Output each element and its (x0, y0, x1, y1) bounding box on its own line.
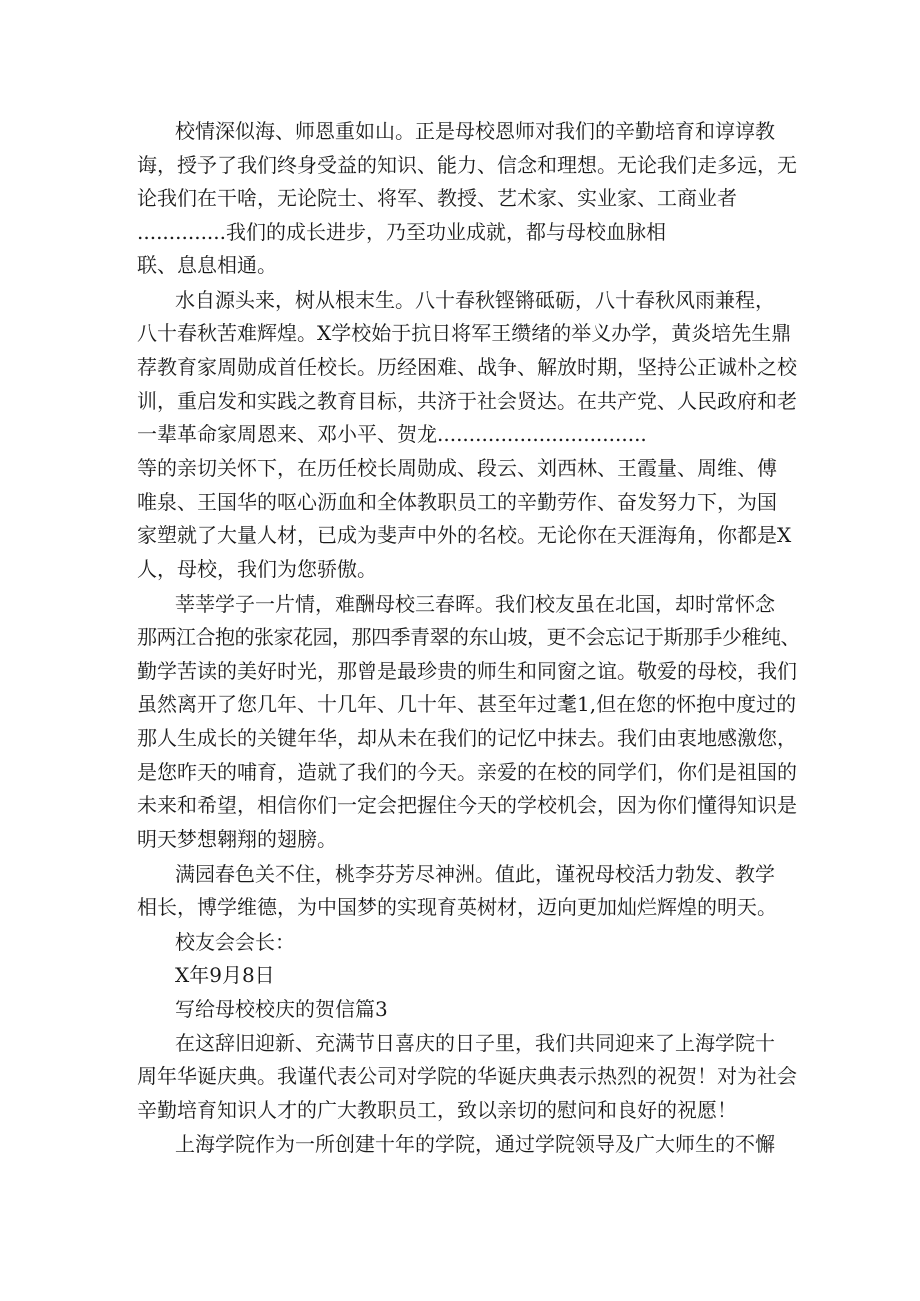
text-line: 八十春秋苦难辉煌。X学校始于抗日将军王缵绪的举义办学，黄炎培先生鼎 (137, 321, 792, 345)
text-line: ..............我们的成长进步，乃至功业成就，都与母校血脉相 (137, 220, 667, 244)
text-line: 联、息息相通。 (137, 253, 277, 277)
text-line: 人，母校，我们为您骄傲。 (137, 557, 377, 581)
text-line: 虽然离开了您几年、十几年、几十年、甚至年过耄1,但在您的怀抱中度过的 (137, 692, 797, 716)
text-line: 明天梦想翱翔的翅膀。 (137, 827, 337, 851)
text-line: 周年华诞庆典。我谨代表公司对学院的华诞庆典表示热烈的祝贺！对为社会 (137, 1064, 797, 1088)
text-line: 荐教育家周勋成首任校长。历经困难、战争、解放时期，坚持公正诚朴之校 (137, 355, 797, 379)
text-line: 诲，授予了我们终身受益的知识、能力、信念和理想。无论我们走多远，无 (137, 153, 797, 177)
text-line: 在这辞旧迎新、充满节日喜庆的日子里，我们共同迎来了上海学院十 (175, 1031, 775, 1055)
text-line: 上海学院作为一所创建十年的学院，通过学院领导及广大师生的不懈 (175, 1132, 775, 1156)
text-line: 唯泉、王国华的呕心沥血和全体教职员工的辛勤劳作、奋发努力下，为国 (137, 490, 777, 514)
text-line: 家塑就了大量人材，已成为斐声中外的名校。无论你在天涯海角，你都是X (137, 523, 792, 547)
text-line: 莘莘学子一片情，难酬母校三春晖。我们校友虽在北国，却时常怀念 (175, 592, 775, 616)
text-line: 勤学苦读的美好时光，那曾是最珍贵的师生和同窗之谊。敬爱的母校，我们 (137, 659, 797, 683)
text-line: 水自源头来，树从根末生。八十春秋铿锵砥砺，八十春秋风雨兼程， (175, 288, 775, 312)
text-line: 校情深似海、师恩重如山。正是母校恩师对我们的辛勤培育和谆谆教 (175, 119, 775, 143)
signature-title: 校友会会长： (175, 930, 295, 954)
text-line: 训，重启发和实践之教育目标，共济于社会贤达。在共产党、人民政府和老 (137, 389, 797, 413)
text-line: 相长，博学维德，为中国梦的实现育英树材，迈向更加灿烂辉煌的明天。 (137, 895, 777, 919)
text-line: 那两江合抱的张家花园，那四季青翠的东山坡，更不会忘记于斯那手少稚纯、 (137, 625, 800, 649)
text-line: 是您昨天的哺育，造就了我们的今天。亲爱的在校的同学们，你们是祖国的 (137, 760, 797, 784)
text-line: 一辈革命家周恩来、邓小平、贺龙................................. (137, 422, 647, 446)
text-line: 满园春色关不住，桃李芬芳尽神洲。值此，谨祝母校活力勃发、教学 (175, 862, 775, 886)
section-heading: 写给母校校庆的贺信篇3 (175, 997, 388, 1021)
text-line: 等的亲切关怀下，在历任校长周勋成、段云、刘西林、王霞量、周维、傅 (137, 456, 777, 480)
text-line: 辛勤培育知识人才的广大教职员工，致以亲切的慰问和良好的祝愿！ (137, 1098, 737, 1122)
text-line: 那人生成长的关键年华，却从未在我们的记忆中抹去。我们由衷地感激您， (137, 726, 797, 750)
text-line: 未来和希望，相信你们一定会把握住今天的学校机会，因为你们懂得知识是 (137, 793, 797, 817)
text-line: 论我们在干啥，无论院士、将军、教授、艺术家、实业家、工商业者 (137, 186, 737, 210)
letter-date: X年9月8日 (175, 963, 275, 987)
